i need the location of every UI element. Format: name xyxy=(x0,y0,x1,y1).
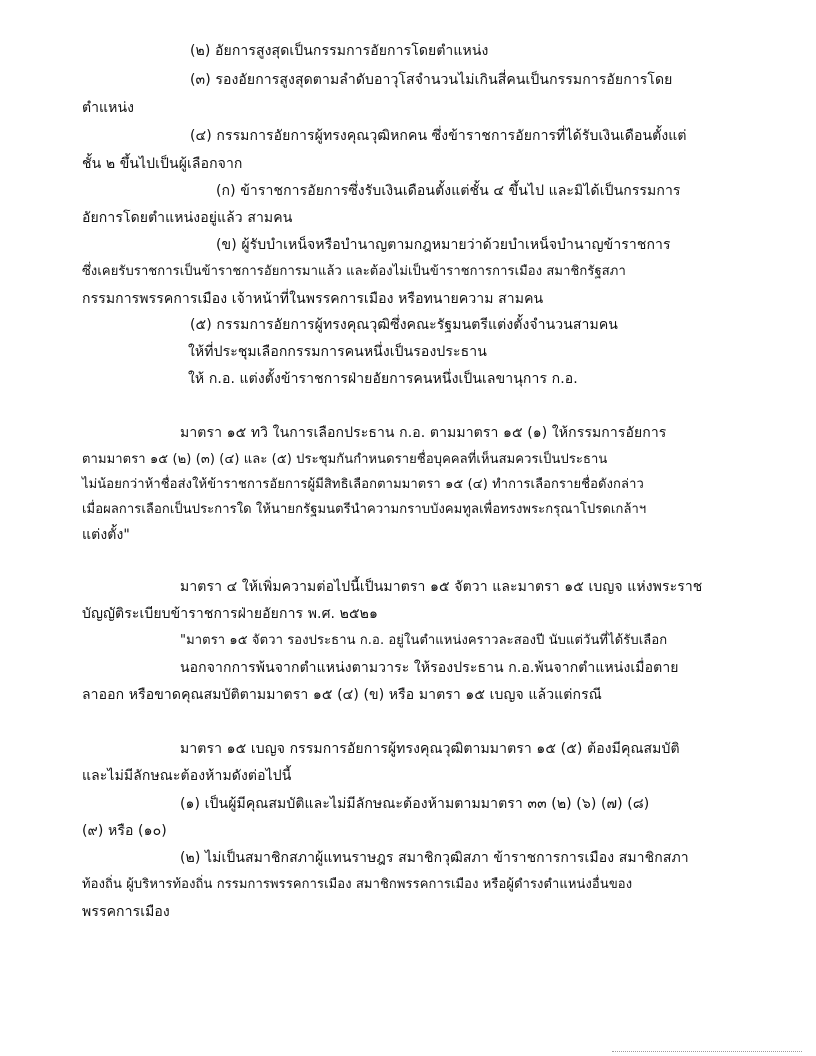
text-line: (๓) รองอัยการสูงสุดตามลำดับอาวุโสจำนวนไม่เกินสี่คนเป็นกรรมการอัยการโดย xyxy=(190,72,673,88)
text-line: อัยการโดยตำแหน่งอยู่แล้ว สามคน xyxy=(82,210,293,226)
text-line: ให้ที่ประชุมเลือกกรรมการคนหนึ่งเป็นรองประธาน xyxy=(188,344,487,360)
text-line: "มาตรา ๑๕ จัตวา รองประธาน ก.อ. อยู่ในตำแหน่งคราวละสองปี นับแต่วันที่ได้รับเลือก xyxy=(180,633,668,648)
text-line: ชั้น ๒ ขึ้นไปเป็นผู้เลือกจาก xyxy=(82,156,243,172)
text-line: ท้องถิ่น ผู้บริหารท้องถิ่น กรรมการพรรคการเมือง สมาชิกพรรคการเมือง หรือผู้ดำรงตำแหน่งอื่นของ xyxy=(82,877,633,892)
text-line: ตามมาตรา ๑๕ (๒) (๓) (๔) และ (๕) ประชุมกันกำหนดรายชื่อบุคคลที่เห็นสมควรเป็นประธาน xyxy=(82,452,608,467)
scan-edge-mark xyxy=(612,1051,802,1052)
text-line: แต่งตั้ง" xyxy=(82,527,130,543)
text-line: มาตรา ๑๕ ทวิ ในการเลือกประธาน ก.อ. ตามมาตรา ๑๕ (๑) ให้กรรมการอัยการ xyxy=(180,425,667,441)
text-line: ไม่น้อยกว่าห้าชื่อส่งให้ข้าราชการอัยการผู้มีสิทธิเลือกตามมาตรา ๑๕ (๔) ทำการเลือกรายชื่อดังกล่าว xyxy=(82,477,644,492)
text-line: (ก) ข้าราชการอัยการซึ่งรับเงินเดือนตั้งแต่ชั้น ๔ ขึ้นไป และมิได้เป็นกรรมการ xyxy=(216,183,681,199)
text-line: ลาออก หรือขาดคุณสมบัติตามมาตรา ๑๕ (๔) (ข) หรือ มาตรา ๑๕ เบญจ แล้วแต่กรณี xyxy=(82,687,602,703)
text-line: และไม่มีลักษณะต้องห้ามดังต่อไปนี้ xyxy=(82,768,292,784)
text-line: (ข) ผู้รับบำเหน็จหรือบำนาญตามกฎหมายว่าด้วยบำเหน็จบำนาญข้าราชการ xyxy=(216,237,671,253)
text-line: (๙) หรือ (๑๐) xyxy=(82,823,167,839)
text-line: พรรคการเมือง xyxy=(82,904,170,920)
text-line: เมื่อผลการเลือกเป็นประการใด ให้นายกรัฐมนตรีนำความกราบบังคมทูลเพื่อทรงพระกรุณาโปรดเกล้าฯ xyxy=(82,502,647,517)
text-line: นอกจากการพ้นจากตำแหน่งตามวาระ ให้รองประธาน ก.อ.พ้นจากตำแหน่งเมื่อตาย xyxy=(180,660,679,676)
text-line: มาตรา ๔ ให้เพิ่มความต่อไปนี้เป็นมาตรา ๑๕ จัตวา และมาตรา ๑๕ เบญจ แห่งพระราช xyxy=(180,579,703,595)
text-line: ตำแหน่ง xyxy=(82,100,135,116)
text-line: (๒) ไม่เป็นสมาชิกสภาผู้แทนราษฎร สมาชิกวุฒิสภา ข้าราชการการเมือง สมาชิกสภา xyxy=(180,850,689,866)
text-line: มาตรา ๑๕ เบญจ กรรมการอัยการผู้ทรงคุณวุฒิตามมาตรา ๑๕ (๕) ต้องมีคุณสมบัติ xyxy=(180,741,680,757)
text-line: ซึ่งเคยรับราชการเป็นข้าราชการอัยการมาแล้ว และต้องไม่เป็นข้าราชการการเมือง สมาชิกรัฐสภา xyxy=(82,264,626,279)
text-line: (๑) เป็นผู้มีคุณสมบัติและไม่มีลักษณะต้องห้ามตามมาตรา ๓๓ (๒) (๖) (๗) (๘) xyxy=(180,796,650,812)
text-line: (๕) กรรมการอัยการผู้ทรงคุณวุฒิซึ่งคณะรัฐมนตรีแต่งตั้งจำนวนสามคน xyxy=(190,317,618,333)
text-line: กรรมการพรรคการเมือง เจ้าหน้าที่ในพรรคการเมือง หรือทนายความ สามคน xyxy=(82,291,544,307)
text-line: ให้ ก.อ. แต่งตั้งข้าราชการฝ่ายอัยการคนหนึ่งเป็นเลขานุการ ก.อ. xyxy=(188,371,578,387)
text-line: (๔) กรรมการอัยการผู้ทรงคุณวุฒิหกคน ซึ่งข้าราชการอัยการที่ได้รับเงินเดือนตั้งแต่ xyxy=(190,128,687,144)
text-line: บัญญัติระเบียบข้าราชการฝ่ายอัยการ พ.ศ. ๒๕๒๑ xyxy=(82,606,379,622)
text-line: (๒) อัยการสูงสุดเป็นกรรมการอัยการโดยตำแหน่ง xyxy=(190,43,489,59)
